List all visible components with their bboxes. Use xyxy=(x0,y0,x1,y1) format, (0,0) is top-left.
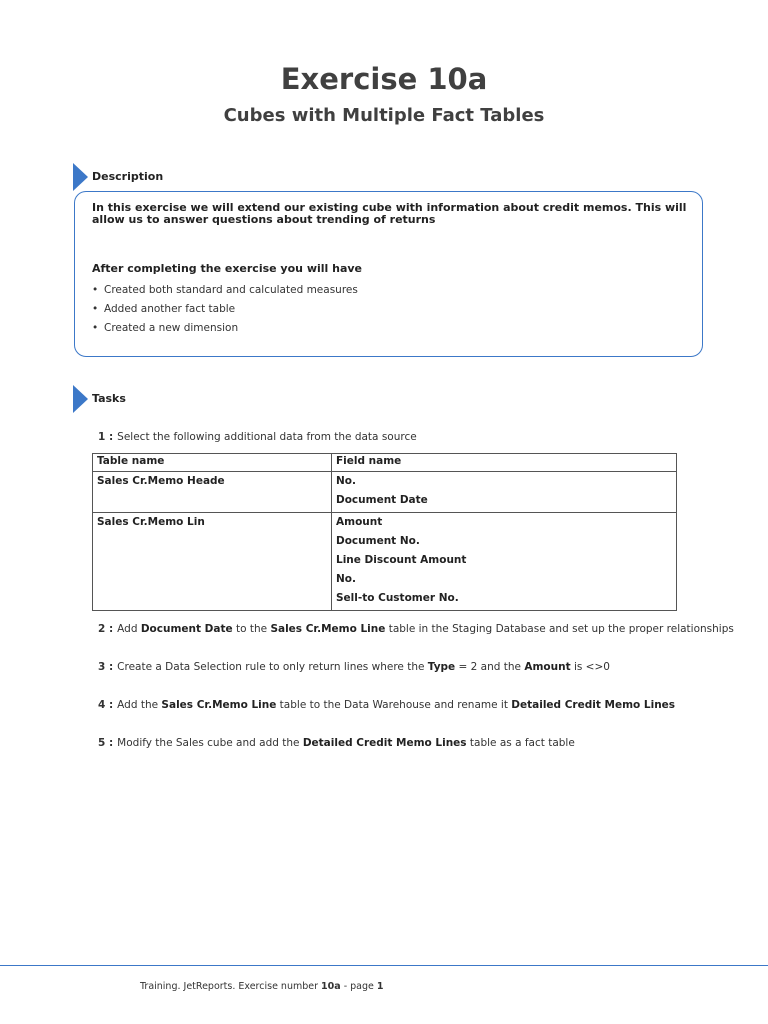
footer-divider xyxy=(0,965,768,966)
bullet-icon: • xyxy=(92,284,99,296)
tasks-marker-icon xyxy=(73,385,88,413)
column-header-field-name: Field name xyxy=(332,454,677,472)
table-header-row xyxy=(93,454,677,472)
description-heading: Description xyxy=(92,170,164,183)
table-name-cell: Sales Cr.Memo Heade xyxy=(93,472,332,513)
list-item: • Added another fact table xyxy=(92,300,358,319)
task-step-5: 5 : Modify the Sales cube and add the Detailed Credit Memo Lines table as a fact table xyxy=(98,737,575,749)
table-name-cell: Sales Cr.Memo Lin xyxy=(93,513,332,611)
task-step-1: 1 : Select the following additional data from the data source xyxy=(98,431,417,443)
fields-table xyxy=(92,453,677,611)
bullet-icon: • xyxy=(92,322,99,334)
task-step-2: 2 : Add Document Date to the Sales Cr.Memo Line table in the Staging Database and set up the proper relationships xyxy=(98,623,734,635)
tasks-heading: Tasks xyxy=(92,392,126,405)
table-row xyxy=(93,472,677,513)
list-item: • Created both standard and calculated measures xyxy=(92,281,358,300)
page-footer: Training. JetReports. Exercise number 10a - page 1 xyxy=(140,981,384,992)
description-marker-icon xyxy=(73,163,88,191)
outcomes-heading: After completing the exercise you will have xyxy=(92,262,363,275)
field-name-cell: No. Document Date xyxy=(332,472,677,513)
outcomes-list xyxy=(92,281,358,338)
list-item: • Created a new dimension xyxy=(92,319,358,338)
field-name-cell: Amount Document No. Line Discount Amount No. Sell-to Customer No. xyxy=(332,513,677,611)
description-intro: In this exercise we will extend our existing cube with information about credit memos. This will allow us to answer questions about trending of returns xyxy=(92,201,687,226)
task-step-3: 3 : Create a Data Selection rule to only return lines where the Type = 2 and the Amount is <>0 xyxy=(98,661,610,673)
bullet-icon: • xyxy=(92,303,99,315)
task-step-4: 4 : Add the Sales Cr.Memo Line table to the Data Warehouse and rename it Detailed Credit Memo Lines xyxy=(98,699,676,711)
column-header-table-name: Table name xyxy=(93,454,332,472)
table-row xyxy=(93,513,677,611)
page-subtitle: Cubes with Multiple Fact Tables xyxy=(223,105,545,126)
page-title: Exercise 10a xyxy=(280,62,488,96)
